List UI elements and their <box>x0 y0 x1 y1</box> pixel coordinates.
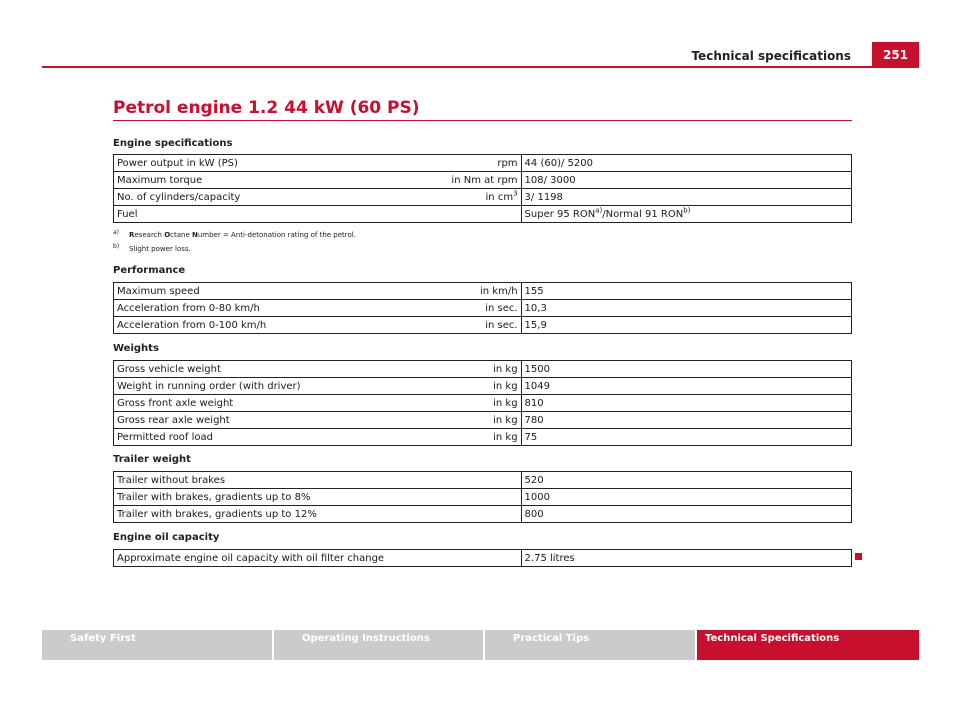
row-unit: in kg <box>493 397 518 409</box>
row-value: 800 <box>521 506 851 523</box>
row-label-cell <box>114 300 522 317</box>
page-number: 251 <box>872 42 919 68</box>
tab-safety-first[interactable]: Safety First <box>42 630 272 660</box>
row-label-cell <box>114 283 522 300</box>
table-row <box>114 317 852 334</box>
table-row <box>114 429 852 446</box>
fuel-value-normal: /Normal 91 RON <box>602 208 684 220</box>
footnote-a <box>113 228 356 242</box>
row-unit: in Nm at rpm <box>451 174 518 186</box>
tab-practical-tips[interactable]: Practical Tips <box>485 630 695 660</box>
row-unit: in kg <box>493 414 518 426</box>
table-row <box>114 155 852 172</box>
row-value: 810 <box>521 395 851 412</box>
row-unit: in sec. <box>485 319 518 331</box>
footnote-initial-o: O <box>164 231 171 239</box>
row-label: Trailer without brakes <box>114 472 522 489</box>
row-label: Gross vehicle weight <box>117 363 221 375</box>
engine-oil-capacity-table <box>113 549 852 567</box>
row-label: Fuel <box>117 208 138 220</box>
row-label-cell <box>114 317 522 334</box>
row-value: 780 <box>521 412 851 429</box>
row-value: 1000 <box>521 489 851 506</box>
row-label: Gross rear axle weight <box>117 414 230 426</box>
row-value: 10,3 <box>521 300 851 317</box>
page-title: Petrol engine 1.2 44 kW (60 PS) <box>113 98 420 118</box>
footnote-initial-r: R <box>129 231 135 239</box>
footnote-text: ctane <box>170 231 192 239</box>
table-row <box>114 489 852 506</box>
row-unit: in sec. <box>485 302 518 314</box>
row-value: 1500 <box>521 361 851 378</box>
row-label: Permitted roof load <box>117 431 214 443</box>
trailer-weight-heading: Trailer weight <box>113 454 191 465</box>
performance-table <box>113 282 852 334</box>
row-value: 1049 <box>521 378 851 395</box>
row-value <box>521 206 851 223</box>
row-label-cell <box>114 172 522 189</box>
table-row <box>114 361 852 378</box>
row-label: Approximate engine oil capacity with oil filter change <box>114 550 522 567</box>
row-value: 108/ 3000 <box>521 172 851 189</box>
row-unit-superscript: 3 <box>513 189 518 198</box>
fuel-value-super: Super 95 RON <box>524 208 596 220</box>
row-label-cell <box>114 189 522 206</box>
table-row <box>114 300 852 317</box>
table-row <box>114 172 852 189</box>
row-value: 75 <box>521 429 851 446</box>
row-label-cell <box>114 361 522 378</box>
header-rule <box>42 66 919 68</box>
row-unit-group <box>486 190 518 205</box>
performance-heading: Performance <box>113 265 186 276</box>
title-rule <box>113 120 852 121</box>
table-row <box>114 378 852 395</box>
table-row <box>114 395 852 412</box>
table-row <box>114 283 852 300</box>
row-label-cell <box>114 155 522 172</box>
row-value: 155 <box>521 283 851 300</box>
row-label: Maximum torque <box>117 174 203 186</box>
row-unit: rpm <box>497 157 518 169</box>
footer-navigation <box>42 630 919 660</box>
row-label: Trailer with brakes, gradients up to 12% <box>114 506 522 523</box>
row-label-cell <box>114 206 522 223</box>
header-section-title: Technical specifications <box>691 49 851 63</box>
row-label-cell <box>114 395 522 412</box>
row-value: 2.75 litres <box>521 550 851 567</box>
footnote-ref-a: a) <box>595 206 603 215</box>
engine-specifications-table <box>113 154 852 223</box>
row-label-cell <box>114 412 522 429</box>
page-header <box>42 42 919 68</box>
row-value: 520 <box>521 472 851 489</box>
footnote-text: umber = Anti-detonation rating of the petrol. <box>197 231 356 239</box>
row-label: Power output in kW (PS) <box>117 157 238 169</box>
tab-technical-specifications[interactable]: Technical Specifications <box>697 630 919 660</box>
footnotes <box>113 228 356 256</box>
weights-heading: Weights <box>113 343 159 354</box>
footnote-text: esearch <box>134 231 165 239</box>
row-unit: in cm <box>485 191 514 203</box>
engine-oil-capacity-heading: Engine oil capacity <box>113 532 220 543</box>
footnote-text: Slight power loss. <box>129 245 191 253</box>
table-row <box>114 550 852 567</box>
footnote-mark: b) <box>113 243 120 250</box>
row-unit: in km/h <box>480 285 518 297</box>
row-label: No. of cylinders/capacity <box>117 191 241 203</box>
trailer-weight-table <box>113 471 852 523</box>
table-row <box>114 412 852 429</box>
row-value: 3/ 1198 <box>521 189 851 206</box>
section-end-square-icon <box>855 553 862 560</box>
row-label: Weight in running order (with driver) <box>117 380 301 392</box>
row-unit: in kg <box>493 380 518 392</box>
table-row <box>114 506 852 523</box>
row-label: Gross front axle weight <box>117 397 234 409</box>
tab-operating-instructions[interactable]: Operating Instructions <box>274 630 483 660</box>
row-label: Acceleration from 0-100 km/h <box>117 319 267 331</box>
row-unit: in kg <box>493 363 518 375</box>
weights-table <box>113 360 852 446</box>
footnote-ref-b: b) <box>683 206 691 215</box>
row-label: Acceleration from 0-80 km/h <box>117 302 260 314</box>
table-row <box>114 206 852 223</box>
footnote-initial-n: N <box>192 231 198 239</box>
row-label-cell <box>114 378 522 395</box>
row-unit: in kg <box>493 431 518 443</box>
row-label: Trailer with brakes, gradients up to 8% <box>114 489 522 506</box>
footnote-mark: a) <box>113 229 120 236</box>
table-row <box>114 189 852 206</box>
row-label-cell <box>114 429 522 446</box>
row-value: 44 (60)/ 5200 <box>521 155 851 172</box>
engine-specifications-heading: Engine specifications <box>113 138 233 149</box>
footnote-b <box>113 242 356 256</box>
row-value: 15,9 <box>521 317 851 334</box>
table-row <box>114 472 852 489</box>
row-label: Maximum speed <box>117 285 200 297</box>
